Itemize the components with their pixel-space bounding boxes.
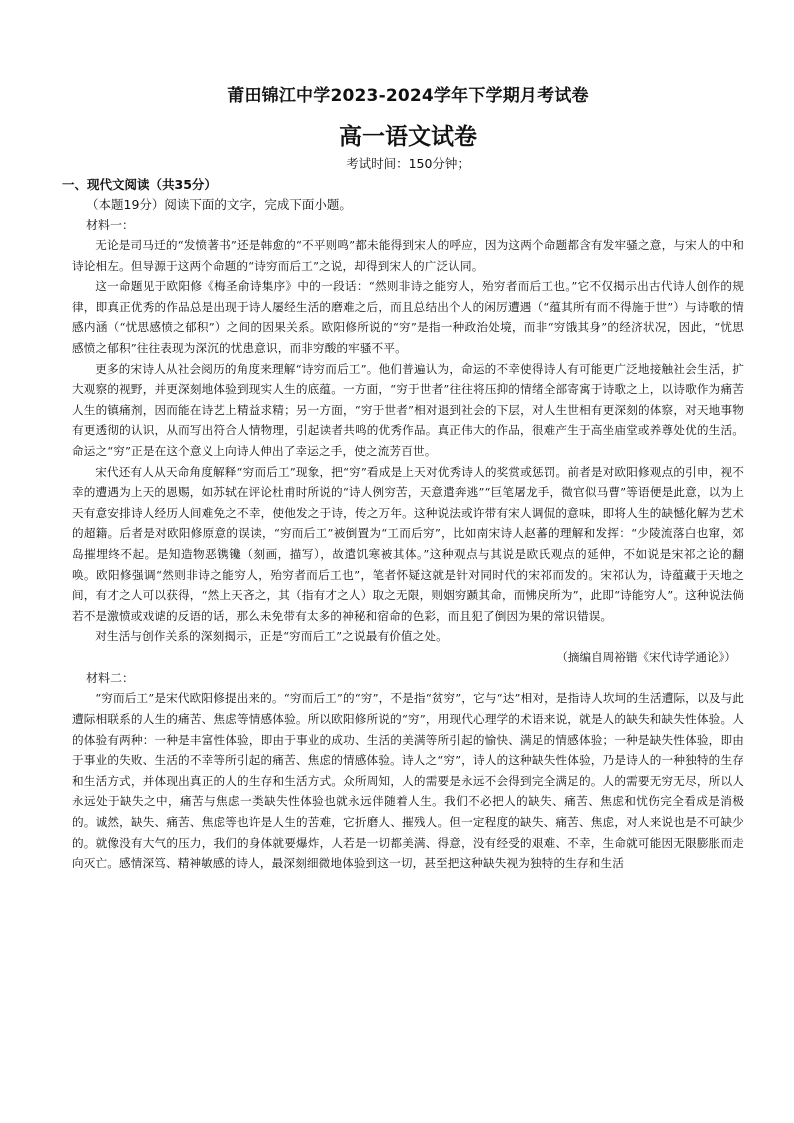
paragraph: 这一命题见于欧阳修《梅圣俞诗集序》中的一段话：“然则非诗之能穷人，殆穷者而后工也。”它不仅揭示出古代诗人创作的规律，即真正优秀的作品总是出现于诗人屡经生活的磨难之后，而且总结出个人的闲厉遭遇（“蕴其所有而不得施于世”）与诗歌的情感内涵（“忧思感愤之郁积”）之间的因果关系。欧阳修所说的“穷”是指一种政治处境，而非“穷饿其身”的经济状况，因此，“忧思感愤之郁积”往往表现为深沉的忧患意识，而非穷酸的牢骚不平。 xyxy=(72,279,744,355)
paragraph: 无论是司马迁的“发愤著书”还是韩愈的“不平则鸣”都未能得到宋人的呼应，因为这两个命题都含有发牢骚之意，与宋人的中和诗论相左。但导源于这两个命题的“诗穷而后工”之说，却得到宋人的广泛认同。 xyxy=(72,238,744,273)
material-one xyxy=(72,216,744,667)
paragraph: “穷而后工”是宋代欧阳修提出来的。“穷而后工”的“穷”，不是指“贫穷”，它与“达”相对，是指诗人坎坷的生活遭际，以及与此遭际相联系的人生的痛苦、焦虑等情感体验。所以欧阳修所说的“穷”，用现代心理学的术语来说，就是人的缺失和缺失性体验。人的体验有两种：一种是丰富性体验，即由于事业的成功、生活的美满等所引起的愉快、满足的情感体验；一种是缺失性体验，即由于事业的失败、生活的不幸等所引起的痛苦、焦虑的情感体验。诗人之“穷”，诗人的这种缺失性体验，乃是诗人的一种独特的生存和生活方式，并体现出真正的人的生存和生活方式。众所周知，人的需要是永远不会得到完全满足的。人的需要无穷无尽，所以人永远处于缺失之中，痛苦与焦虑一类缺失性体验也就永远伴随着人生。我们不必把人的缺失、痛苦、焦虑和忧伤完全看成是消极的。诚然，缺失、痛苦、焦虑等也许是人生的苦难，它折磨人、摧残人。但一定程度的缺失、痛苦、焦虑，对人来说也是不可缺少的。就像没有大气的压力，我们的身体就要爆炸，人若是一切都美满、得意，没有经受的艰难、不幸，生命就可能因无限膨胀而走向灭亡。感情深笃、精神敏感的诗人，最深刻细微地体验到这一切，甚至把这种缺失视为独特的生存和生活 xyxy=(72,691,744,871)
paragraph: 宋代还有人从天命角度解释“穷而后工”现象，把“穷”看成是上天对优秀诗人的奖赏或惩罚。前者是对欧阳修观点的引申，视不幸的遭遇为上天的恩赐，如苏轼在评论杜甫时所说的“诗人例穷苦，天意遣奔逃”“巨笔屠龙手，微官似马曹”等语便是此意，以为上天有意安排诗人经历人间难免之不幸，使他发之于诗，传之万年。这种说法或许带有宋人调侃的意味，即将人生的缺憾化解为艺术的超籍。后者是对欧阳修原意的误读，“穷而后工”被倒置为“工而后穷”，比如南宋诗人赵蕃的理解和发挥：“少陵流落白也窜，郊岛摧埋终不起。是知造物恶镌镵（刻画，描写），故遣饥寒被其体。”这种观点与其说是欧氏观点的延伸，不如说是宋祁之论的翻唤。欧阳修强调“然则非诗之能穷人，殆穷者而后工也”，笔者怀疑这就是针对同时代的宋祁而发的。宋祁认为，诗蕴藏于天地之间，有才之人可以获得，“然上天吝之，其（指有才之人）取之无限，则姻穷踬其命，而怫戾所为”，此即“诗能穷人”。这种说法倘若不是激愤或戏谑的反语的话，那么未免带有太多的神秘和宿命的色彩，而且犯了倒因为果的常识错误。 xyxy=(72,464,744,623)
material-two xyxy=(72,669,744,873)
paragraph: 对生活与创作关系的深刻揭示，正是“穷而后工”之说最有价值之处。 xyxy=(95,629,448,644)
school-title: 莆田锦江中学2023-2024学年下学期月考试卷 xyxy=(227,86,589,106)
paper-title: 高一语文试卷 xyxy=(339,124,477,150)
source-citation: （摘编自周裕锴《宋代诗学通论》） xyxy=(556,649,736,664)
exam-time: 考试时间：150分钟； xyxy=(346,156,470,171)
paragraph: 更多的宋诗人从社会阅历的角度来理解“诗穷而后工”。他们普遍认为，命运的不幸使得诗人有可能更广泛地接触社会生活，扩大观察的视野，并更深刻地体验到现实人生的底蕴。一方面，“穷于世者”往往将压抑的情绪全部寄寓于诗歌之上，以诗歌作为痛苦人生的镇痛剂，因而能在诗艺上精益求精；另一方面，“穷于世者”相对退到社会的下层，对人生世相有更深刻的体察，对天地事物有更透彻的认识，从而写出符合人情物理，引起读者共鸣的优秀作品。真正伟大的作品，很难产生于高坐庙堂或养尊处优的生活。命运之“穷”正是在这个意义上向诗人伸出了幸运之手，使之流芳百世。 xyxy=(72,361,744,458)
section-heading: 一、现代文阅读（共35分） xyxy=(62,177,217,192)
question-instruction: （本题19分）阅读下面的文字，完成下面小题。 xyxy=(86,197,352,212)
material-label: 材料一： xyxy=(86,218,135,232)
material-label: 材料二： xyxy=(86,671,135,686)
